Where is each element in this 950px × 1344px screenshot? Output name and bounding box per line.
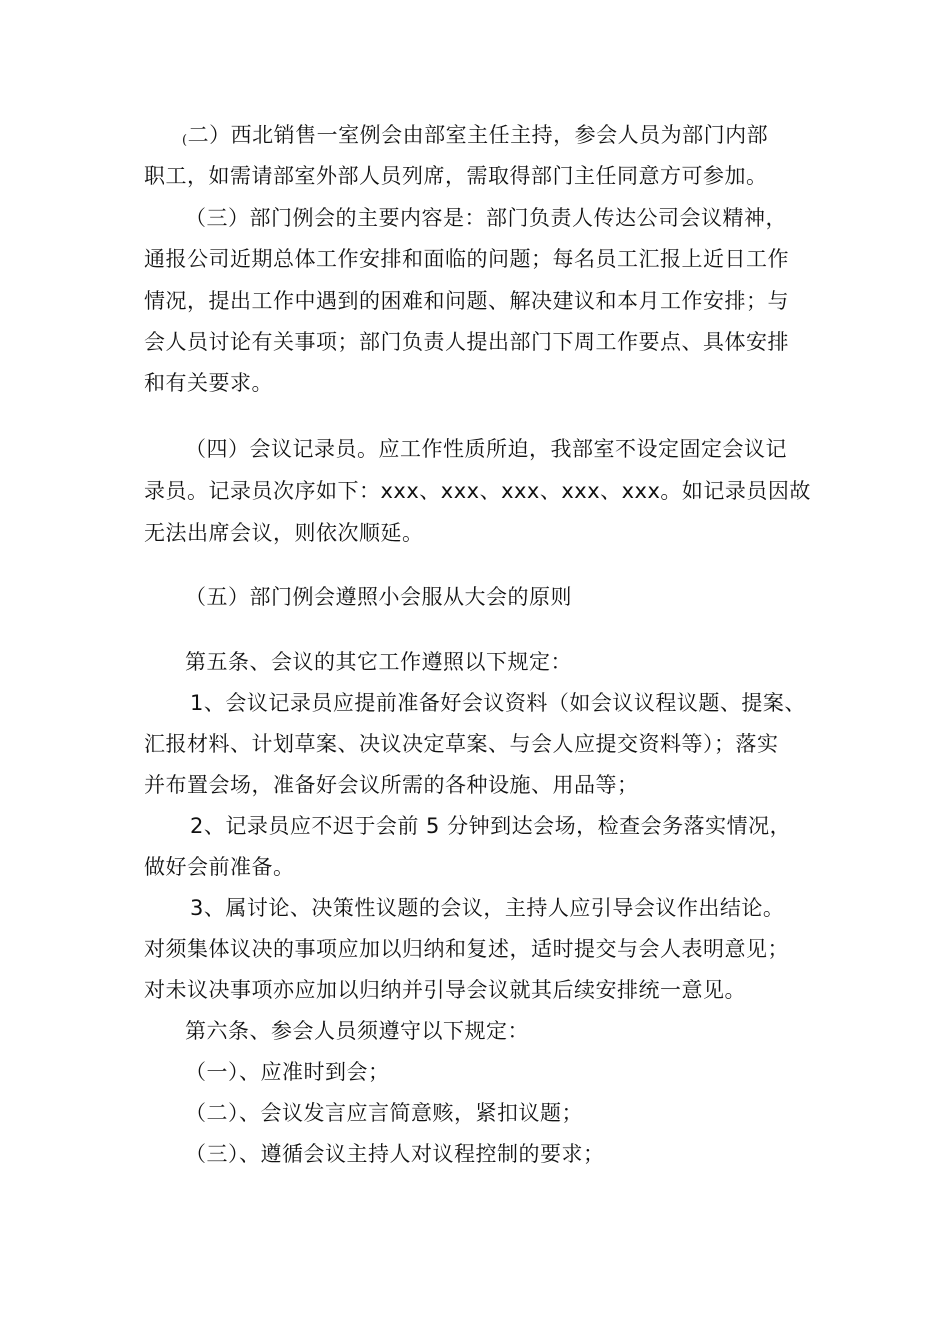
article-6-item-2: （二）、会议发言应言简意赅，紧扣议题； [185,1101,583,1125]
article-5-item-1-line-2: 汇报材料、计划草案、决议决定草案、与会人应提交资料等）；落实 [144,732,779,756]
article-6-item-1: （一）、应准时到会； [185,1060,390,1084]
article-5-item-2-line-2: 做好会前准备。 [144,855,295,879]
section-3-line-1: （三）部门例会的主要内容是：部门负责人传达公司会议精神， [185,206,787,230]
article-6-item-3: （三）、遵循会议主持人对议程控制的要求； [185,1142,605,1166]
article-5-heading: 第五条、会议的其它工作遵照以下规定： [185,650,572,674]
section-2-line-2: 职工，如需请部室外部人员列席，需取得部门主任同意方可参加。 [144,164,768,188]
section-5-line-1: （五）部门例会遵照小会服从大会的原则 [185,585,572,609]
section-3-line-4: 会人员讨论有关事项；部门负责人提出部门下周工作要点、具体安排 [144,330,789,354]
section-2-prefix: ( [182,133,188,148]
article-5-item-3-line-2: 对须集体议决的事项应加以归纳和复述，适时提交与会人表明意见； [144,937,789,961]
article-5-item-3-line-1: 3、属讨论、决策性议题的会议，主持人应引导会议作出结论。 [190,896,785,920]
article-6-heading: 第六条、参会人员须遵守以下规定： [185,1019,529,1043]
section-2-line-1-text: 二）西北销售一室例会由部室主任主持，参会人员为部门内部 [187,123,769,147]
article-5-item-1-line-1: 1、会议记录员应提前准备好会议资料（如会议议程议题、提案、 [190,691,806,715]
article-5-item-1-line-3: 并布置会场，准备好会议所需的各种设施、用品等； [144,773,639,797]
section-3-line-3: 情况，提出工作中遇到的困难和问题、解决建议和本月工作安排；与 [144,289,789,313]
section-2-line-1 [182,120,768,156]
section-4-line-1: （四）会议记录员。应工作性质所迫，我部室不设定固定会议记 [185,437,787,461]
section-4-line-2: 录员。记录员次序如下：xxx、xxx、xxx、xxx、xxx。如记录员因故 [144,479,811,503]
section-4-line-3: 无法出席会议，则依次顺延。 [144,521,424,545]
section-3-line-2: 通报公司近期总体工作安排和面临的问题；每名员工汇报上近日工作 [144,247,789,271]
section-3-line-5: 和有关要求。 [144,371,273,395]
article-5-item-3-line-3: 对未议决事项亦应加以归纳并引导会议就其后续安排统一意见。 [144,978,746,1002]
article-5-item-2-line-1: 2、记录员应不迟于会前 5 分钟到达会场，检查会务落实情况， [190,814,792,838]
